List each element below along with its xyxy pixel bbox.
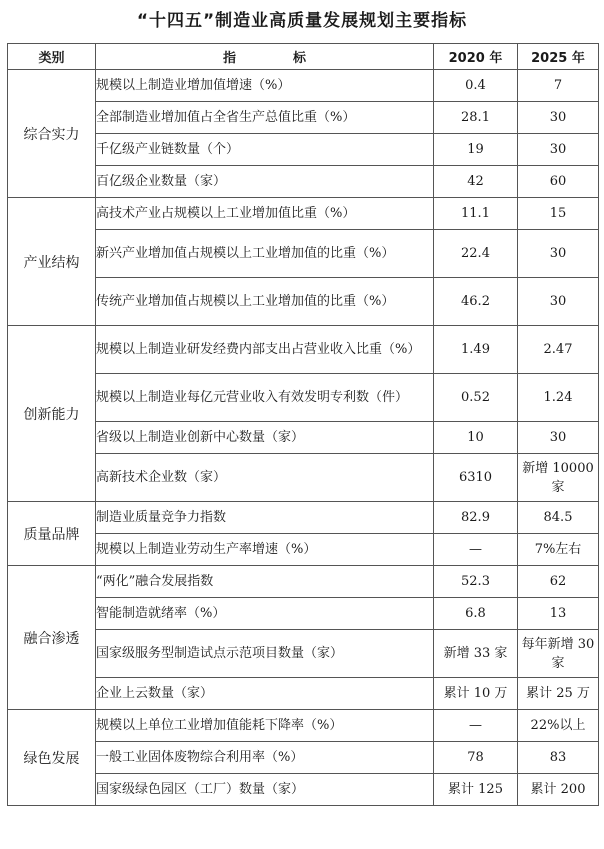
table-row: [8, 502, 599, 534]
table-row: [8, 70, 599, 102]
table-row: [8, 278, 599, 326]
table-row: [8, 742, 599, 774]
value-2025: 1.24: [518, 374, 599, 422]
value-2020: 累计 125: [434, 774, 518, 806]
table-row: [8, 710, 599, 742]
table-row: [8, 774, 599, 806]
value-2020: 11.1: [434, 198, 518, 230]
indicator-cell: 传统产业增加值占规模以上工业增加值的比重（%）: [96, 278, 434, 326]
value-2020: —: [434, 710, 518, 742]
value-2020: 42: [434, 166, 518, 198]
indicator-cell: 千亿级产业链数量（个）: [96, 134, 434, 166]
value-2025: 累计 25 万: [518, 678, 599, 710]
value-2020: 46.2: [434, 278, 518, 326]
table-row: [8, 534, 599, 566]
indicator-cell: 新兴产业增加值占规模以上工业增加值的比重（%）: [96, 230, 434, 278]
indicator-cell: 百亿级企业数量（家）: [96, 166, 434, 198]
indicator-cell: 一般工业固体废物综合利用率（%）: [96, 742, 434, 774]
value-2020: 22.4: [434, 230, 518, 278]
value-2020: 28.1: [434, 102, 518, 134]
table-row: [8, 166, 599, 198]
value-2020: 1.49: [434, 326, 518, 374]
value-2025: 30: [518, 230, 599, 278]
header-2020: 2020 年: [434, 44, 518, 70]
value-2025: 62: [518, 566, 599, 598]
value-2025: 30: [518, 278, 599, 326]
value-2020: 10: [434, 422, 518, 454]
indicator-cell: 制造业质量竞争力指数: [96, 502, 434, 534]
value-2025: 累计 200: [518, 774, 599, 806]
value-2020: —: [434, 534, 518, 566]
indicator-cell: 企业上云数量（家）: [96, 678, 434, 710]
category-cell: 融合渗透: [8, 566, 96, 710]
table-row: [8, 678, 599, 710]
value-2025: 15: [518, 198, 599, 230]
category-cell: 产业结构: [8, 198, 96, 326]
indicator-cell: 高技术产业占规模以上工业增加值比重（%）: [96, 198, 434, 230]
value-2020: 78: [434, 742, 518, 774]
indicator-cell: “两化”融合发展指数: [96, 566, 434, 598]
value-2025: 7%左右: [518, 534, 599, 566]
value-2025: 新增 10000 家: [518, 454, 599, 502]
value-2020: 新增 33 家: [434, 630, 518, 678]
value-2020: 0.4: [434, 70, 518, 102]
table-row: [8, 198, 599, 230]
indicator-cell: 规模以上制造业劳动生产率增速（%）: [96, 534, 434, 566]
value-2025: 60: [518, 166, 599, 198]
header-row: [8, 44, 599, 70]
value-2025: 7: [518, 70, 599, 102]
table-row: [8, 230, 599, 278]
value-2020: 6310: [434, 454, 518, 502]
table-row: [8, 374, 599, 422]
table-row: [8, 630, 599, 678]
value-2020: 0.52: [434, 374, 518, 422]
page-title: “十四五”制造业高质量发展规划主要指标: [136, 11, 468, 31]
table-row: [8, 454, 599, 502]
table-row: [8, 326, 599, 374]
indicator-cell: 全部制造业增加值占全省生产总值比重（%）: [96, 102, 434, 134]
indicator-cell: 高新技术企业数（家）: [96, 454, 434, 502]
value-2025: 84.5: [518, 502, 599, 534]
indicator-cell: 规模以上单位工业增加值能耗下降率（%）: [96, 710, 434, 742]
category-cell: 创新能力: [8, 326, 96, 502]
indicator-cell: 规模以上制造业每亿元营业收入有效发明专利数（件）: [96, 374, 434, 422]
header-2025: 2025 年: [518, 44, 599, 70]
indicator-cell: 国家级绿色园区（工厂）数量（家）: [96, 774, 434, 806]
indicator-cell: 智能制造就绪率（%）: [96, 598, 434, 630]
value-2025: 83: [518, 742, 599, 774]
category-cell: 绿色发展: [8, 710, 96, 806]
value-2025: 每年新增 30 家: [518, 630, 599, 678]
table-row: [8, 422, 599, 454]
value-2020: 6.8: [434, 598, 518, 630]
value-2025: 30: [518, 102, 599, 134]
table-row: [8, 102, 599, 134]
category-cell: 质量品牌: [8, 502, 96, 566]
header-category: 类别: [8, 44, 96, 70]
value-2020: 82.9: [434, 502, 518, 534]
value-2025: 22%以上: [518, 710, 599, 742]
indicator-cell: 规模以上制造业研发经费内部支出占营业收入比重（%）: [96, 326, 434, 374]
indicators-table: [7, 43, 599, 806]
value-2025: 2.47: [518, 326, 599, 374]
value-2025: 30: [518, 422, 599, 454]
table-row: [8, 134, 599, 166]
value-2020: 19: [434, 134, 518, 166]
category-cell: 综合实力: [8, 70, 96, 198]
indicator-cell: 国家级服务型制造试点示范项目数量（家）: [96, 630, 434, 678]
table-row: [8, 598, 599, 630]
value-2025: 13: [518, 598, 599, 630]
indicator-cell: 规模以上制造业增加值增速（%）: [96, 70, 434, 102]
table-row: [8, 566, 599, 598]
value-2020: 累计 10 万: [434, 678, 518, 710]
value-2025: 30: [518, 134, 599, 166]
indicator-cell: 省级以上制造业创新中心数量（家）: [96, 422, 434, 454]
value-2020: 52.3: [434, 566, 518, 598]
header-indicator: 指 标: [96, 44, 434, 70]
